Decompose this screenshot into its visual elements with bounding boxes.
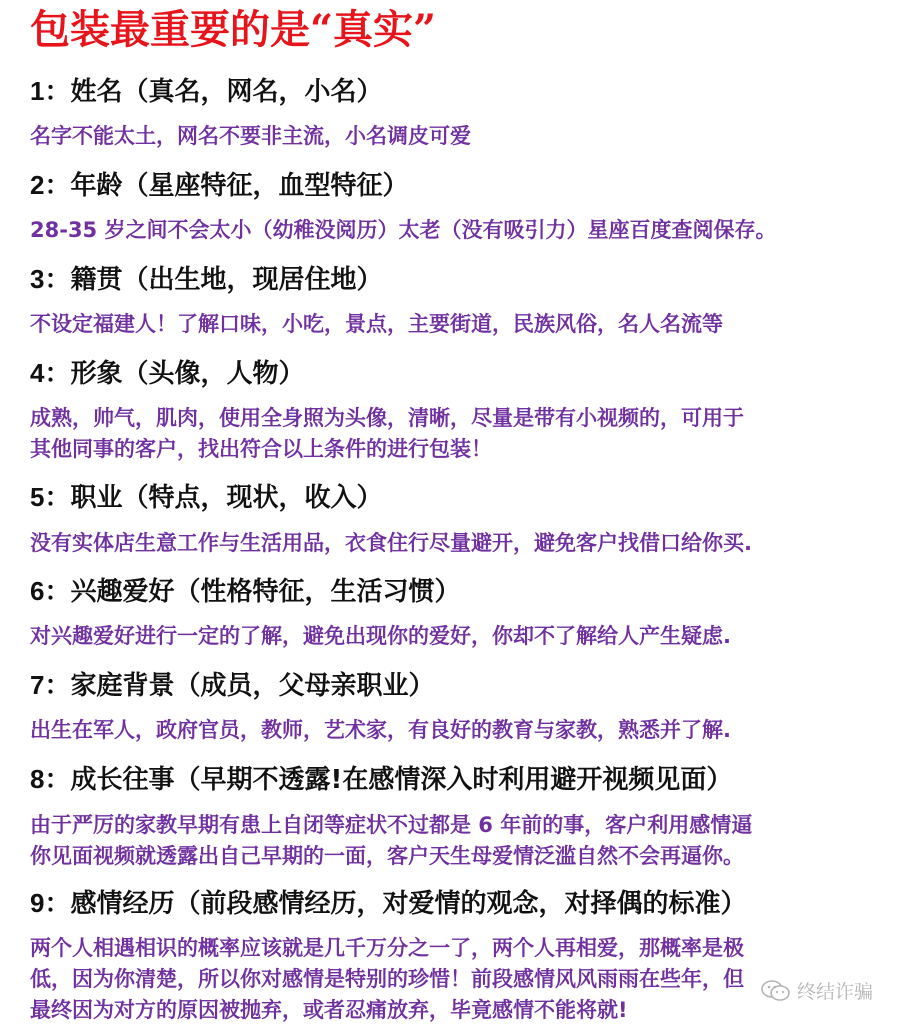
item-9-heading <box>30 886 746 921</box>
item-1-heading <box>30 74 382 109</box>
item-8-heading <box>30 762 732 797</box>
description-line: 最终因为对方的原因被抛弃，或者忍痛放弃，毕竟感情不能将就! <box>30 998 628 1022</box>
watermark <box>761 977 873 1004</box>
description-line: 成熟，帅气，肌肉，使用全身照为头像，清晰，尽量是带有小视频的，可用于 <box>30 406 744 430</box>
item-4-description <box>30 403 880 465</box>
item-7-heading <box>30 668 434 703</box>
item-5-heading <box>30 480 382 515</box>
description-line: 低，因为你清楚，所以你对感情是特别的珍惜！前段感情风风雨雨在些年，但 <box>30 967 744 991</box>
item-number: 4： <box>30 358 71 388</box>
item-2-description <box>30 215 880 246</box>
item-4-heading <box>30 356 304 391</box>
item-number: 1： <box>30 76 71 106</box>
description-line: 名字不能太土，网名不要非主流，小名调皮可爱 <box>30 124 471 148</box>
item-5-description <box>30 528 880 559</box>
item-heading-text: 年龄（星座特征，血型特征） <box>70 171 409 201</box>
description-line: 没有实体店生意工作与生活用品，衣食住行尽量避开，避免客户找借口给你买. <box>30 531 752 555</box>
item-heading-text: 姓名（真名，网名，小名） <box>70 77 383 107</box>
description-line: 由于严厉的家教早期有患上自闭等症状不过都是 6 年前的事，客户利用感情逼 <box>30 813 753 837</box>
description-line: 两个人相遇相识的概率应该就是几千万分之一了，两个人再相爱，那概率是极 <box>30 936 744 960</box>
item-number: 5： <box>30 482 71 512</box>
item-2-heading <box>30 168 408 203</box>
description-line: 不设定福建人！了解口味，小吃，景点，主要街道，民族风俗，名人名流等 <box>30 312 723 336</box>
item-heading-text: 感情经历（前段感情经历，对爱情的观念，对择偶的标准） <box>70 889 747 919</box>
description-line: 对兴趣爱好进行一定的了解，避免出现你的爱好，你却不了解给人产生疑虑. <box>30 624 731 648</box>
item-heading-text: 家庭背景（成员，父母亲职业） <box>70 671 435 701</box>
item-heading-text: 籍贯（出生地，现居住地） <box>70 265 383 295</box>
item-number: 2： <box>30 170 71 200</box>
item-number: 6： <box>30 576 71 606</box>
description-line: 出生在军人，政府官员，教师，艺术家，有良好的教育与家教，熟悉并了解. <box>30 718 731 742</box>
item-7-description <box>30 715 880 746</box>
page-title: 包装最重要的是“真实” <box>30 6 437 53</box>
item-3-heading <box>30 262 382 297</box>
description-line: 28-35 岁之间不会太小（幼稚没阅历）太老（没有吸引力）星座百度查阅保存。 <box>30 218 777 242</box>
description-line: 你见面视频就透露出自己早期的一面，客户天生母爱情泛滥自然不会再逼你。 <box>30 844 744 868</box>
item-1-description <box>30 121 880 152</box>
item-6-heading <box>30 574 460 609</box>
item-number: 3： <box>30 264 71 294</box>
item-heading-text: 成长往事（早期不透露!在感情深入时利用避开视频见面） <box>70 765 733 795</box>
item-3-description <box>30 309 880 340</box>
wechat-icon <box>761 979 791 1003</box>
item-number: 9： <box>30 888 71 918</box>
item-9-description <box>30 933 880 1026</box>
item-6-description <box>30 621 880 652</box>
watermark-text: 终结诈骗 <box>796 981 873 1003</box>
item-number: 7： <box>30 670 71 700</box>
item-heading-text: 兴趣爱好（性格特征，生活习惯） <box>70 577 461 607</box>
description-line: 其他同事的客户，找出符合以上条件的进行包装！ <box>30 437 492 461</box>
item-8-description <box>30 810 880 872</box>
item-heading-text: 职业（特点，现状，收入） <box>70 483 383 513</box>
item-number: 8： <box>30 764 71 794</box>
item-heading-text: 形象（头像，人物） <box>70 359 305 389</box>
